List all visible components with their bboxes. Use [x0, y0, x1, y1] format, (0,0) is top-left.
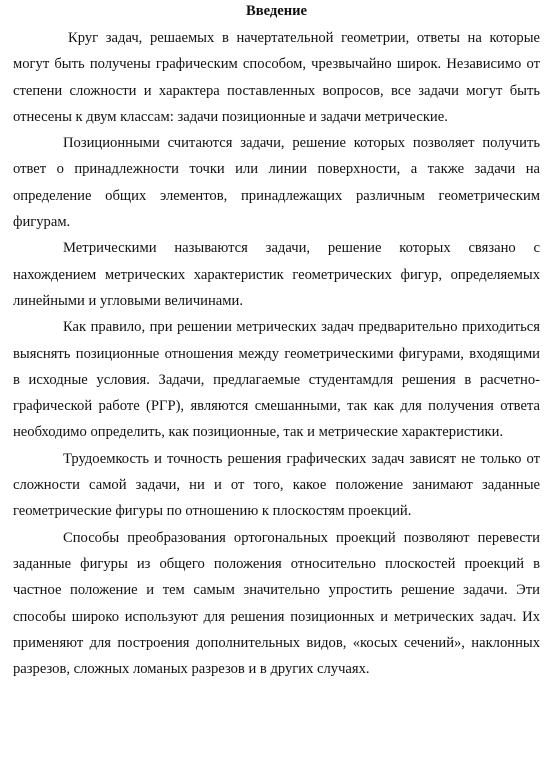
paragraph-mixed: Как правило, при решении метрических задач предварительно приходиться выяснять позиционные отношения между геометрическими фигурами, входящими в исходные условия. Задачи, предлагаемые студентамдля решения в расчетно-графической работе (РГР), являются смешанными, так как для получения ответа необходимо определить, как позиционные, так и метрические характеристики.	[13, 319, 540, 441]
paragraph-positional: Позиционными считаются задачи, решение которых позволяет получить ответ о принадлежности точки или линии поверхности, а также задачи на определение общих элементов, принадлежащих различным геометрическим фигурам.	[13, 135, 540, 231]
paragraph-intro: Круг задач, решаемых в начертательной геометрии, ответы на которые могут быть получены графическим способом, чрезвычайно широк. Независимо от степени сложности и характера поставленных вопросов, все задачи могут быть отнесены к двум классам: задачи позиционные и задачи метрические.	[13, 30, 540, 125]
document-title: Введение	[245, 3, 308, 19]
paragraph-transformation: Способы преобразования ортогональных проекций позволяют перевести заданные фигуры из общего положения относительно плоскостей проекций в частное положение и тем самым значительно упростить решение задачи. Эти способы широко используют для решения позиционных и метрических задач. Их применяют для построения дополнительных видов, «косых сечений», наклонных разрезов, сложных ломаных разрезов и в других случаях.	[13, 529, 540, 678]
paragraph-complexity: Трудоемкость и точность решения графических задач зависят не только от сложности самой задачи, ни и от того, какое положение занимают заданные геометрические фигуры по отношению к плоскостям проекций.	[13, 450, 540, 520]
paragraph-metric: Метрическими называются задачи, решение которых связано с нахождением метрических характеристик геометрических фигур, определяемых линейными и угловыми величинами.	[13, 240, 540, 309]
